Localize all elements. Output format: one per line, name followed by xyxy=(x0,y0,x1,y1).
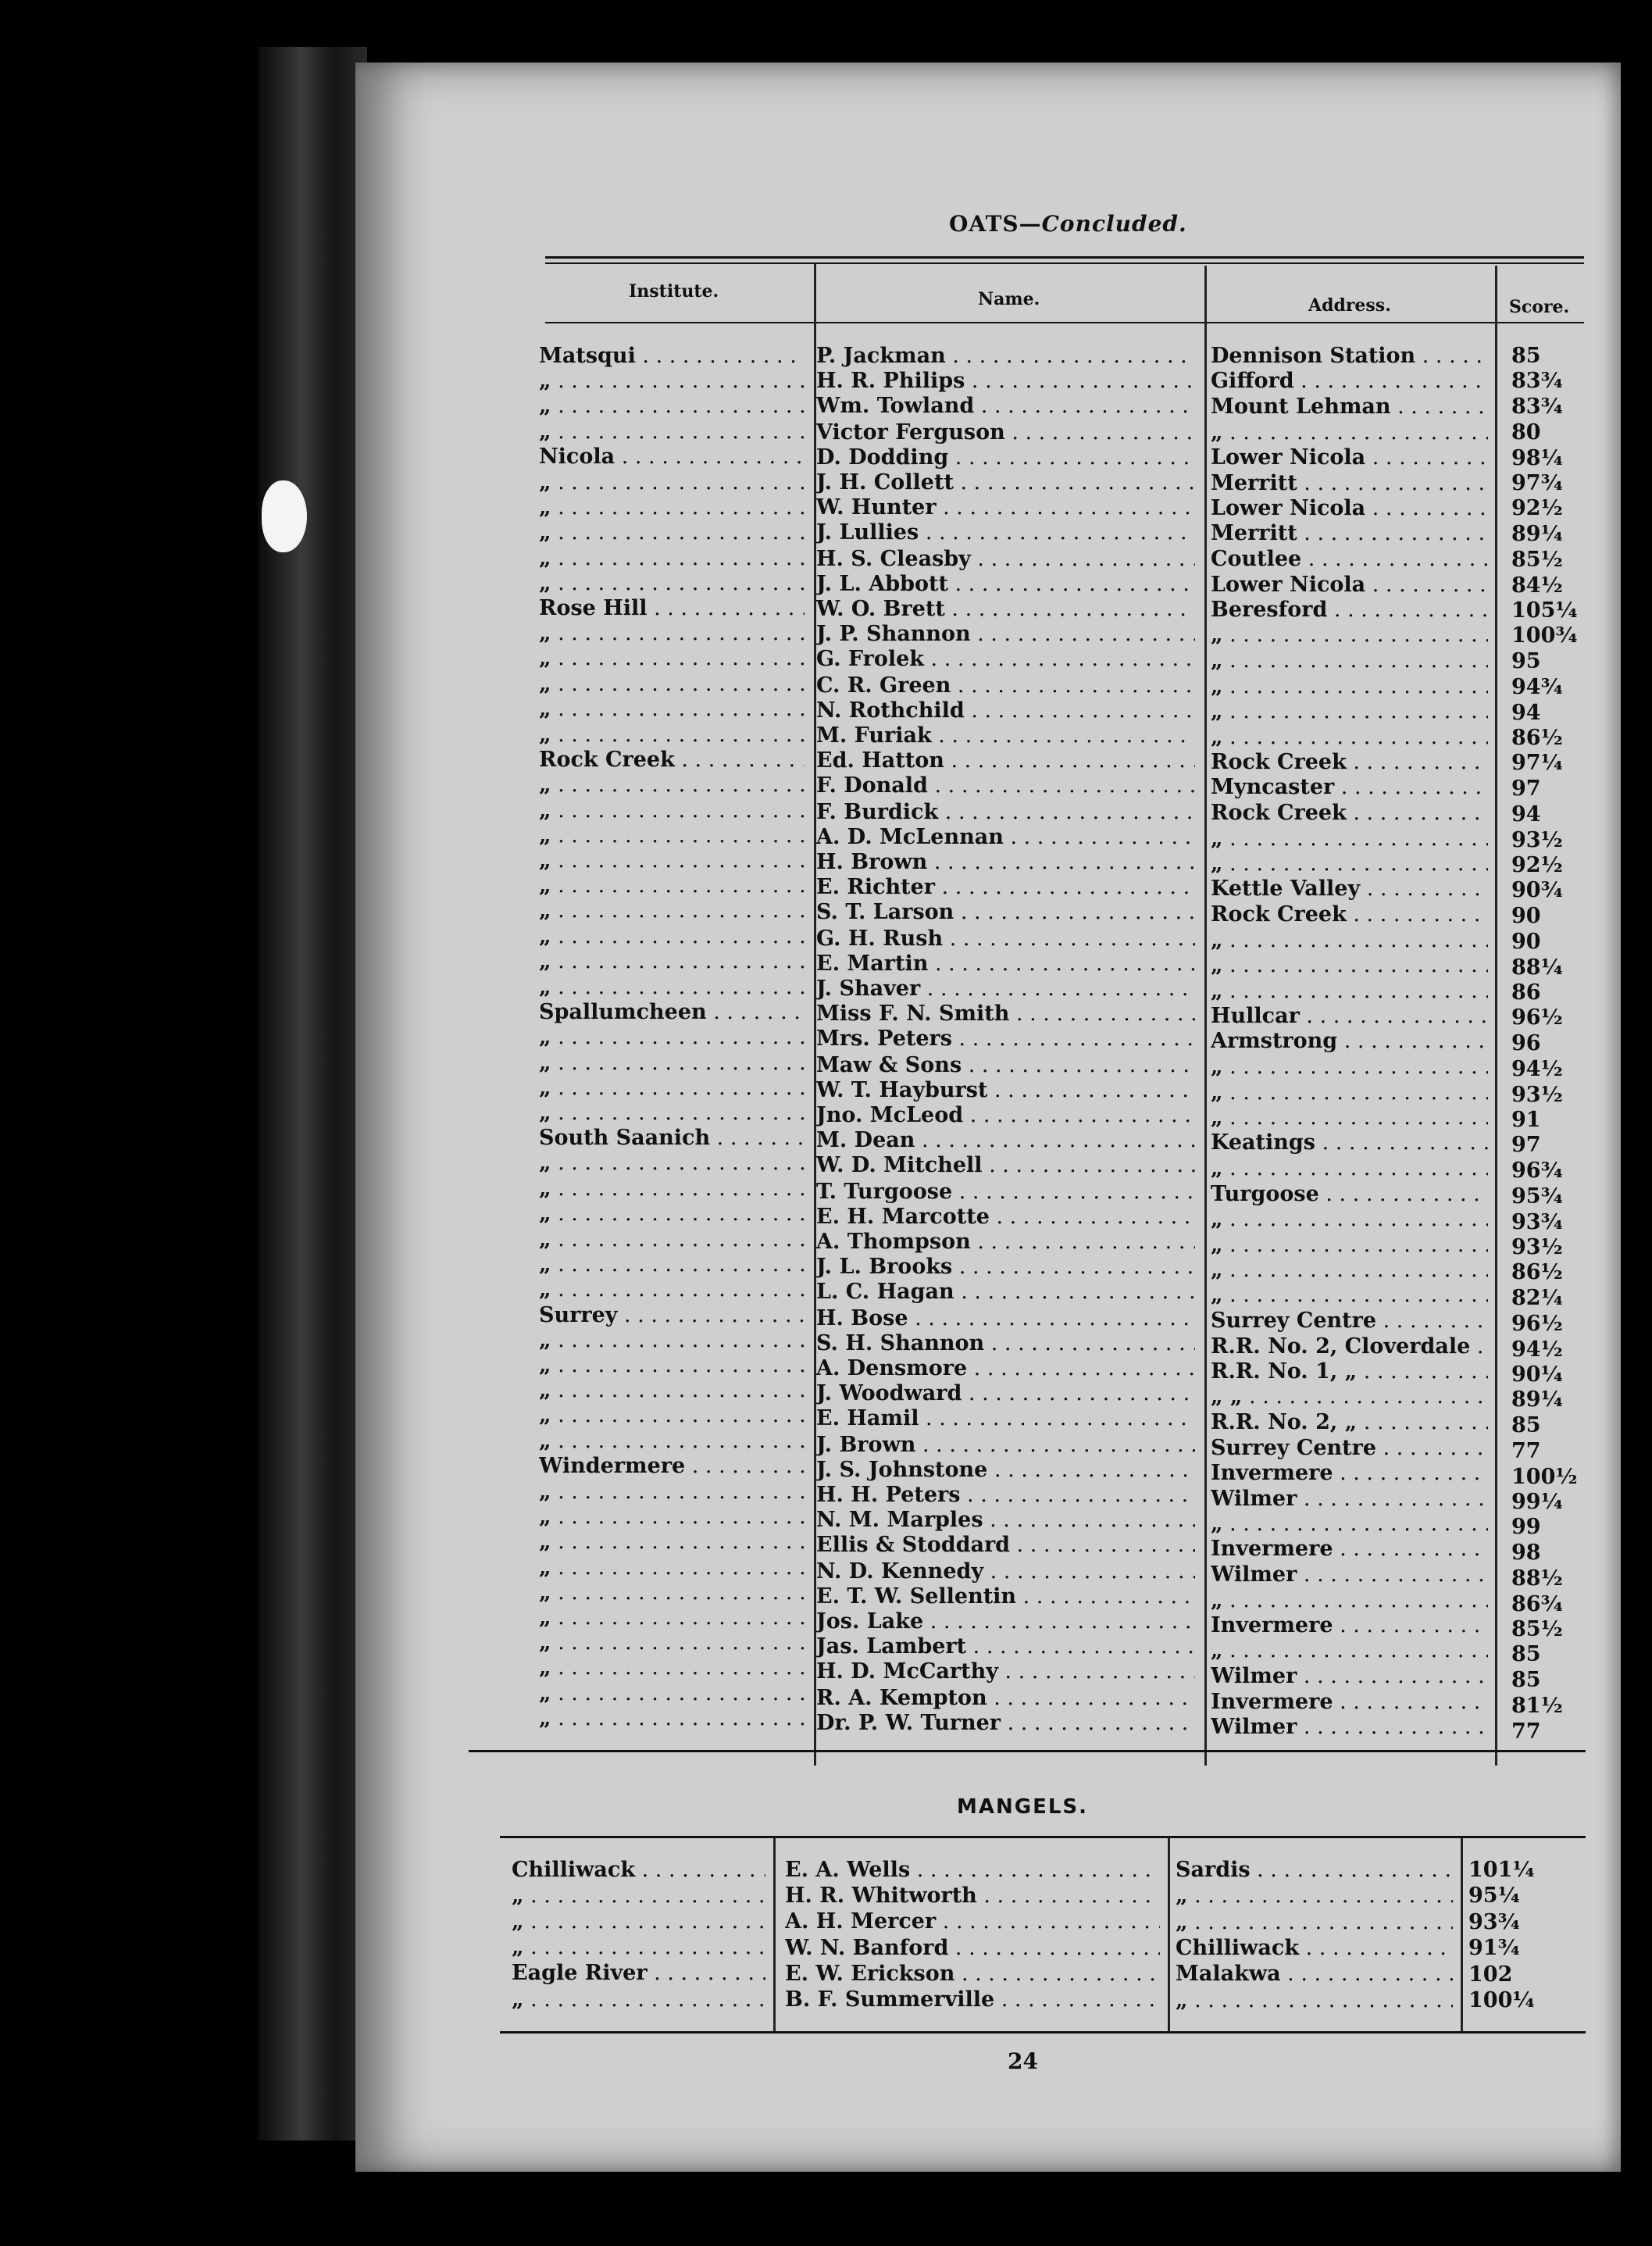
name-cell: H. H. Peters . . . xyxy=(816,1483,1195,1508)
name-cell: M. Dean . . . xyxy=(816,1128,1195,1153)
address-cell: Rock Creek . . . xyxy=(1211,801,1488,826)
name-cell: J. S. Johnstone . . . xyxy=(816,1458,1195,1483)
address-cell: „ . . . xyxy=(1211,1055,1488,1080)
institute-cell: „ . . . xyxy=(539,773,805,798)
address-cell: Wilmer . . . xyxy=(1211,1664,1488,1689)
name-cell: J. Lullies . . . xyxy=(816,520,1195,545)
name-cell: E. Martin . . . xyxy=(816,952,1195,977)
name-cell: Maw & Sons . . . xyxy=(816,1053,1195,1078)
score-cell: 80 xyxy=(1511,420,1541,445)
score-cell: 100¾ xyxy=(1511,623,1578,648)
address-cell: Sardis . . . xyxy=(1176,1858,1453,1883)
column-separator xyxy=(1461,1837,1463,2033)
name-cell: J. L. Abbott . . . xyxy=(816,572,1195,597)
address-cell: Chilliwack . . . xyxy=(1176,1936,1453,1961)
institute-cell: „ . . . xyxy=(512,1987,765,2012)
institute-cell: „ . . . xyxy=(539,495,805,520)
address-cell: „ . . . xyxy=(1211,979,1488,1004)
address-cell: R.R. No. 1, „ . . . xyxy=(1211,1359,1488,1384)
name-cell: S. H. Shannon . . . xyxy=(816,1331,1195,1356)
name-cell: H. Bose . . . xyxy=(816,1306,1195,1331)
institute-cell: Spallumcheen . . . xyxy=(539,1000,805,1025)
name-cell: P. Jackman . . . xyxy=(816,344,1195,369)
name-cell: M. Furiak . . . xyxy=(816,723,1195,748)
address-cell: Surrey Centre . . . xyxy=(1211,1436,1488,1461)
score-cell: 102 xyxy=(1468,1962,1513,1987)
score-cell: 95¾ xyxy=(1511,1184,1563,1209)
name-cell: F. Donald . . . xyxy=(816,773,1195,798)
institute-cell: „ . . . xyxy=(539,697,805,722)
institute-cell: „ . . . xyxy=(539,369,805,394)
score-cell: 97¾ xyxy=(1511,471,1563,495)
score-cell: 92½ xyxy=(1511,853,1563,877)
score-cell: 90¼ xyxy=(1511,1362,1563,1387)
score-cell: 88¼ xyxy=(1511,955,1563,980)
institute-cell: South Saanich . . . xyxy=(539,1126,805,1151)
address-cell: „ . . . xyxy=(1211,1258,1488,1283)
name-cell: E. Richter . . . xyxy=(816,875,1195,900)
address-cell: Merritt . . . xyxy=(1211,471,1488,496)
mangels-table-top-rule xyxy=(500,1836,1586,1838)
book-spine-edge xyxy=(258,47,367,2141)
score-cell: 97 xyxy=(1511,1133,1541,1158)
score-cell: 91 xyxy=(1511,1108,1541,1132)
score-cell: 85 xyxy=(1511,1413,1541,1438)
header-institute: Institute. xyxy=(629,281,719,302)
name-cell: Dr. P. W. Turner . . . xyxy=(816,1711,1195,1736)
institute-cell: „ . . . xyxy=(539,924,805,949)
name-cell: S. T. Larson . . . xyxy=(816,900,1195,925)
name-cell: E. Hamil . . . xyxy=(816,1406,1195,1431)
score-cell: 94 xyxy=(1511,802,1541,827)
institute-cell: Matsqui . . . xyxy=(539,344,805,369)
address-cell: Mount Lehman . . . xyxy=(1211,395,1488,420)
score-cell: 92½ xyxy=(1511,496,1563,521)
institute-cell: „ . . . xyxy=(539,646,805,671)
score-cell: 85 xyxy=(1511,1668,1541,1693)
address-cell: Invermere . . . xyxy=(1211,1461,1488,1486)
score-cell: 99 xyxy=(1511,1515,1541,1540)
name-cell: W. T. Hayburst . . . xyxy=(816,1078,1195,1103)
institute-cell: „ . . . xyxy=(539,546,805,571)
name-cell: W. N. Banford . . . xyxy=(785,1936,1160,1961)
name-cell: J. Shaver . . . xyxy=(816,977,1195,1002)
name-cell: Jas. Lambert . . . xyxy=(816,1634,1195,1659)
score-cell: 99¼ xyxy=(1511,1490,1563,1514)
institute-cell: „ . . . xyxy=(539,1681,805,1706)
address-cell: Invermere . . . xyxy=(1211,1537,1488,1562)
institute-cell: „ . . . xyxy=(539,1177,805,1202)
institute-cell: „ . . . xyxy=(539,1076,805,1101)
score-cell: 94½ xyxy=(1511,1056,1563,1081)
score-cell: 85 xyxy=(1511,344,1541,368)
address-cell: Wilmer . . . xyxy=(1211,1487,1488,1512)
address-cell: Hullcar . . . xyxy=(1211,1004,1488,1029)
institute-cell: Rock Creek . . . xyxy=(539,748,805,773)
address-cell: Malakwa . . . xyxy=(1176,1962,1453,1987)
name-cell: T. Turgoose . . . xyxy=(816,1180,1195,1205)
header-address: Address. xyxy=(1308,295,1391,316)
page-damage-hole xyxy=(262,480,307,552)
institute-cell: „ . . . xyxy=(512,1884,765,1909)
score-cell: 85 xyxy=(1511,1642,1541,1667)
institute-cell: „ . . . xyxy=(539,873,805,898)
institute-cell: „ . . . xyxy=(539,1505,805,1530)
score-cell: 85½ xyxy=(1511,1617,1563,1641)
institute-cell: „ . . . xyxy=(539,1101,805,1126)
header-score: Score. xyxy=(1509,297,1570,317)
oats-table-bottom-rule xyxy=(469,1750,1586,1752)
name-cell: H. R. Whitworth . . . xyxy=(785,1884,1160,1909)
address-cell: „ . . . xyxy=(1211,674,1488,699)
name-cell: L. C. Hagan . . . xyxy=(816,1280,1195,1305)
name-cell: D. Dodding . . . xyxy=(816,445,1195,470)
score-cell: 91¾ xyxy=(1468,1936,1520,1960)
address-cell: „ . . . xyxy=(1211,928,1488,953)
institute-cell: „ . . . xyxy=(539,1630,805,1655)
oats-table-top-rule xyxy=(545,256,1584,259)
column-separator xyxy=(1168,1837,1170,2033)
score-cell: 105¼ xyxy=(1511,598,1578,623)
institute-cell: „ . . . xyxy=(539,1555,805,1580)
name-cell: N. Rothchild . . . xyxy=(816,698,1195,723)
score-cell: 97¼ xyxy=(1511,751,1563,776)
address-cell: Wilmer . . . xyxy=(1211,1715,1488,1740)
address-cell: „ . . . xyxy=(1211,623,1488,648)
address-cell: „ . . . xyxy=(1211,1638,1488,1663)
score-cell: 94 xyxy=(1511,700,1541,725)
score-cell: 101¼ xyxy=(1468,1858,1535,1882)
institute-cell: „ . . . xyxy=(539,470,805,495)
address-cell: Beresford . . . xyxy=(1211,598,1488,623)
score-cell: 81½ xyxy=(1511,1693,1563,1718)
score-cell: 86½ xyxy=(1511,1260,1563,1285)
score-cell: 77 xyxy=(1511,1438,1541,1463)
address-cell: „ . . . xyxy=(1211,1233,1488,1258)
name-cell: G. Frolek . . . xyxy=(816,647,1195,672)
name-cell: W. D. Mitchell . . . xyxy=(816,1153,1195,1178)
institute-cell: „ . . . xyxy=(539,1605,805,1630)
page-number: 24 xyxy=(1008,2048,1038,2074)
institute-cell: Rose Hill . . . xyxy=(539,596,805,621)
address-cell: „ . . . xyxy=(1211,1080,1488,1105)
institute-cell: „ . . . xyxy=(539,571,805,596)
mangels-section-title: MANGELS. xyxy=(957,1795,1089,1819)
address-cell: Myncaster . . . xyxy=(1211,775,1488,800)
address-cell: Kettle Valley . . . xyxy=(1211,877,1488,902)
institute-cell: „ . . . xyxy=(539,848,805,873)
name-cell: A. Densmore . . . xyxy=(816,1356,1195,1381)
score-cell: 93½ xyxy=(1511,1082,1563,1107)
name-cell: R. A. Kempton . . . xyxy=(816,1686,1195,1711)
address-cell: „ . . . xyxy=(1211,1207,1488,1232)
institute-cell: „ . . . xyxy=(539,1580,805,1605)
address-cell: „ . . . xyxy=(1211,1283,1488,1308)
column-separator xyxy=(773,1837,776,2033)
score-cell: 95 xyxy=(1511,649,1541,674)
score-cell: 96¾ xyxy=(1511,1159,1563,1184)
score-cell: 94½ xyxy=(1511,1337,1563,1362)
name-cell: A. H. Mercer . . . xyxy=(785,1909,1160,1934)
address-cell: „ . . . xyxy=(1211,725,1488,750)
name-cell: E. H. Marcotte . . . xyxy=(816,1205,1195,1230)
institute-cell: „ . . . xyxy=(539,1202,805,1227)
institute-cell: „ . . . xyxy=(539,1151,805,1176)
name-cell: N. M. Marples . . . xyxy=(816,1508,1195,1533)
name-cell: E. W. Erickson . . . xyxy=(785,1962,1160,1987)
institute-cell: „ . . . xyxy=(512,1909,765,1934)
address-cell: „ . . . xyxy=(1211,648,1488,673)
name-cell: Jos. Lake . . . xyxy=(816,1609,1195,1634)
institute-cell: „ . . . xyxy=(539,1252,805,1277)
institute-cell: Surrey . . . xyxy=(539,1303,805,1328)
address-cell: Invermere . . . xyxy=(1211,1690,1488,1715)
address-cell: „ . . . xyxy=(1211,1588,1488,1613)
institute-cell: Windermere . . . xyxy=(539,1454,805,1479)
address-cell: „ . . . xyxy=(1211,953,1488,978)
name-cell: F. Burdick . . . xyxy=(816,800,1195,825)
score-cell: 86¾ xyxy=(1511,1591,1563,1616)
score-cell: 82¼ xyxy=(1511,1286,1563,1311)
score-cell: 98¼ xyxy=(1511,445,1563,470)
name-cell: Wm. Towland . . . xyxy=(816,394,1195,419)
column-separator xyxy=(1495,266,1497,1766)
mangels-table-bottom-rule xyxy=(500,2031,1586,2034)
institute-cell: „ . . . xyxy=(539,1227,805,1252)
score-cell: 89¼ xyxy=(1511,1387,1563,1412)
address-cell: Rock Creek . . . xyxy=(1211,750,1488,775)
score-cell: 96½ xyxy=(1511,1311,1563,1336)
institute-cell: „ . . . xyxy=(539,949,805,974)
name-cell: A. Thompson . . . xyxy=(816,1230,1195,1255)
column-separator xyxy=(1204,266,1207,1766)
address-cell: „ . . . xyxy=(1176,1988,1453,2013)
address-cell: „ „ . . . xyxy=(1211,1384,1488,1409)
institute-cell: „ . . . xyxy=(539,1706,805,1731)
name-cell: N. D. Kennedy . . . xyxy=(816,1559,1195,1584)
name-cell: E. A. Wells . . . xyxy=(785,1858,1160,1883)
score-cell: 86½ xyxy=(1511,726,1563,750)
institute-cell: „ . . . xyxy=(539,898,805,923)
name-cell: Victor Ferguson . . . xyxy=(816,420,1195,445)
score-cell: 93¾ xyxy=(1468,1910,1520,1934)
institute-cell: „ . . . xyxy=(539,672,805,697)
address-cell: Keatings . . . xyxy=(1211,1130,1488,1155)
address-cell: R.R. No. 2, „ . . . xyxy=(1211,1410,1488,1435)
score-cell: 89¼ xyxy=(1511,522,1563,547)
institute-cell: „ . . . xyxy=(539,1655,805,1680)
name-cell: Miss F. N. Smith . . . xyxy=(816,1002,1195,1027)
institute-cell: Eagle River . . . xyxy=(512,1961,765,1986)
name-cell: H. D. McCarthy . . . xyxy=(816,1659,1195,1684)
institute-cell: „ . . . xyxy=(539,1403,805,1428)
score-cell: 97 xyxy=(1511,777,1541,802)
institute-cell: „ . . . xyxy=(539,520,805,545)
name-cell: Ellis & Stoddard . . . xyxy=(816,1533,1195,1558)
score-cell: 90 xyxy=(1511,929,1541,954)
address-cell: „ . . . xyxy=(1176,1910,1453,1935)
address-cell: Wilmer . . . xyxy=(1211,1562,1488,1587)
institute-cell: „ . . . xyxy=(539,1480,805,1505)
institute-cell: „ . . . xyxy=(539,975,805,1000)
institute-cell: „ . . . xyxy=(539,621,805,646)
address-cell: Merritt . . . xyxy=(1211,521,1488,546)
score-cell: 83¾ xyxy=(1511,395,1563,420)
name-cell: E. T. W. Sellentin . . . xyxy=(816,1584,1195,1609)
score-cell: 90¾ xyxy=(1511,878,1563,903)
institute-cell: „ . . . xyxy=(539,1025,805,1050)
name-cell: A. D. McLennan . . . xyxy=(816,825,1195,850)
name-cell: H. S. Cleasby . . . xyxy=(816,547,1195,572)
name-cell: W. O. Brett . . . xyxy=(816,597,1195,622)
address-cell: Rock Creek . . . xyxy=(1211,902,1488,927)
score-cell: 86 xyxy=(1511,980,1541,1005)
address-cell: „ . . . xyxy=(1211,420,1488,445)
address-cell: „ . . . xyxy=(1211,827,1488,852)
address-cell: Lower Nicola . . . xyxy=(1211,496,1488,521)
address-cell: „ . . . xyxy=(1211,1156,1488,1181)
score-cell: 93¾ xyxy=(1511,1209,1563,1234)
name-cell: J. L. Brooks . . . xyxy=(816,1255,1195,1280)
oats-header-bottom-rule xyxy=(545,322,1584,323)
name-cell: H. Brown . . . xyxy=(816,850,1195,875)
address-cell: R.R. No. 2, Cloverdale . . . xyxy=(1211,1334,1488,1359)
address-cell: „ . . . xyxy=(1211,1512,1488,1537)
address-cell: Gifford . . . xyxy=(1211,369,1488,394)
score-cell: 96½ xyxy=(1511,1005,1563,1030)
address-cell: Surrey Centre . . . xyxy=(1211,1309,1488,1334)
institute-cell: „ . . . xyxy=(512,1935,765,1960)
score-cell: 100¼ xyxy=(1468,1988,1535,2012)
name-cell: G. H. Rush . . . xyxy=(816,927,1195,952)
address-cell: „ . . . xyxy=(1211,1105,1488,1130)
score-cell: 100½ xyxy=(1511,1464,1578,1489)
score-cell: 95¼ xyxy=(1468,1884,1520,1908)
name-cell: C. R. Green . . . xyxy=(816,673,1195,698)
institute-cell: „ . . . xyxy=(539,420,805,445)
name-cell: Mrs. Peters . . . xyxy=(816,1027,1195,1052)
institute-cell: „ . . . xyxy=(539,1378,805,1403)
oats-section-title: OATS—Concluded. xyxy=(949,211,1187,237)
address-cell: „ . . . xyxy=(1176,1884,1453,1909)
address-cell: Invermere . . . xyxy=(1211,1613,1488,1638)
institute-cell: „ . . . xyxy=(539,1051,805,1076)
address-cell: Turgoose . . . xyxy=(1211,1182,1488,1207)
address-cell: Lower Nicola . . . xyxy=(1211,573,1488,598)
score-cell: 84½ xyxy=(1511,573,1563,598)
score-cell: 94¾ xyxy=(1511,674,1563,699)
name-cell: J. Woodward . . . xyxy=(816,1381,1195,1406)
score-cell: 85½ xyxy=(1511,547,1563,572)
oats-table-top-rule-2 xyxy=(545,262,1584,264)
institute-cell: „ . . . xyxy=(539,1530,805,1555)
score-cell: 88½ xyxy=(1511,1566,1563,1591)
score-cell: 93½ xyxy=(1511,1235,1563,1259)
name-cell: Ed. Hatton . . . xyxy=(816,748,1195,773)
address-cell: Dennison Station . . . xyxy=(1211,344,1488,369)
institute-cell: „ . . . xyxy=(539,823,805,848)
name-cell: J. Brown . . . xyxy=(816,1433,1195,1458)
score-cell: 77 xyxy=(1511,1719,1541,1744)
institute-cell: „ . . . xyxy=(539,723,805,748)
score-cell: 96 xyxy=(1511,1031,1541,1056)
score-cell: 93½ xyxy=(1511,827,1563,852)
name-cell: J. H. Collett . . . xyxy=(816,470,1195,495)
institute-cell: „ . . . xyxy=(539,1429,805,1454)
name-cell: J. P. Shannon . . . xyxy=(816,622,1195,647)
institute-cell: „ . . . xyxy=(539,1353,805,1378)
address-cell: „ . . . xyxy=(1211,699,1488,724)
institute-cell: „ . . . xyxy=(539,1277,805,1302)
score-cell: 83¾ xyxy=(1511,369,1563,394)
institute-cell: Chilliwack . . . xyxy=(512,1858,765,1883)
name-cell: H. R. Philips . . . xyxy=(816,369,1195,394)
address-cell: „ . . . xyxy=(1211,852,1488,877)
institute-cell: „ . . . xyxy=(539,394,805,419)
institute-cell: „ . . . xyxy=(539,1328,805,1353)
name-cell: Jno. McLeod . . . xyxy=(816,1103,1195,1128)
address-cell: Lower Nicola . . . xyxy=(1211,445,1488,470)
score-cell: 90 xyxy=(1511,904,1541,929)
header-name: Name. xyxy=(978,289,1040,309)
institute-cell: Nicola . . . xyxy=(539,445,805,470)
name-cell: W. Hunter . . . xyxy=(816,495,1195,520)
address-cell: Coutlee . . . xyxy=(1211,547,1488,572)
institute-cell: „ . . . xyxy=(539,798,805,823)
address-cell: Armstrong . . . xyxy=(1211,1029,1488,1054)
score-cell: 98 xyxy=(1511,1541,1541,1566)
name-cell: B. F. Summerville . . . xyxy=(785,1987,1160,2012)
